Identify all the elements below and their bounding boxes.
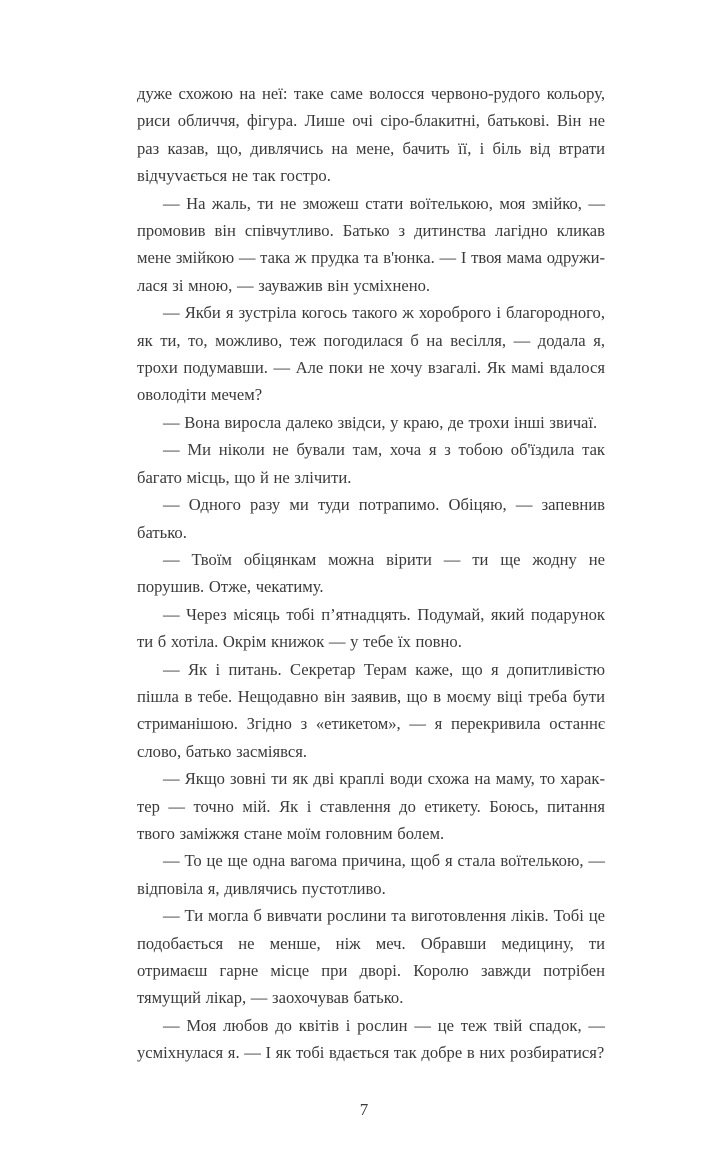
paragraph: — Як і питань. Секретар Терам каже, що я допитливістю пішла в тебе. Нещодавно він заявив, що в моєму віці треба бути стриманішою. Згідно з «етикетом», — я перекривила останнє слово, батько засміявся. xyxy=(137,659,605,761)
paragraph: — Якщо зовні ти як дві краплі води схожа на маму, то характер — точно мій. Як і ставлення до етикету. Боюсь, питання твого заміжжя стане моїм головним болем. xyxy=(137,769,605,843)
paragraph: — Одного разу ми туди потрапимо. Обіцяю, — запевнив батько. xyxy=(137,495,605,542)
paragraph: — На жаль, ти не зможеш стати воїтелькою, моя змійко, — промовив він співчутливо. Батько з дитинства лагідно кликав мене змійкою — така ж прудка та в'юнка. — І твоя мама одружилася зі мною, — зауважив він усміхнено. xyxy=(137,193,605,295)
paragraph: — Ти могла б вивчати рослини та виготовлення ліків. Тобі це подобається не менше, ніж меч. Обравши медицину, ти отримаєш гарне місце при дворі. Королю завжди потрібен тямущий лікар, — заохочував батько. xyxy=(137,906,605,1008)
paragraph: — Твоїм обіцянкам можна вірити — ти ще жодну не порушив. Отже, чекатиму. xyxy=(137,549,605,597)
paragraph: дуже схожою на неї: таке саме волосся червоно-рудого кольору, риси обличчя, фігура. Лише очі сіро-блакитні, батькові. Він не раз казав, що, дивлячись на мене, бачить її, і біль від втрати відчуvається не так гостро. xyxy=(137,84,605,186)
page-number: 7 xyxy=(359,1099,369,1119)
paragraph: — Ми ніколи не бували там, хоча я з тобою об'їздила так багато місць, що й не злічити. xyxy=(137,440,605,487)
paragraph: — Якби я зустріла когось такого ж хороброго і благородного, як ти, то, можливо, теж погодилася б на весілля, — додала я, трохи подумавши. — Але поки не хочу взагалі. Як мамі вдалося оволодіти мечем? xyxy=(137,303,605,405)
paragraph: — То це ще одна вагома причина, щоб я стала воїтелькою, — відповіла я, дивлячись пустотливо. xyxy=(137,851,605,898)
paragraph: — Моя любов до квітів і рослин — це теж твій спадок, — усміхнулася я. — І як тобі вдається так добре в них розбиратися? xyxy=(137,1015,605,1063)
paragraph: — Через місяць тобі п’ятнадцять. Подумай, який подарунок ти б хотіла. Окрім книжок — у тебе їх повно. xyxy=(137,604,605,652)
paragraph: — Вона виросла далеко звідси, у краю, де трохи інші звичаї. xyxy=(163,412,598,432)
body-text xyxy=(137,80,605,1067)
